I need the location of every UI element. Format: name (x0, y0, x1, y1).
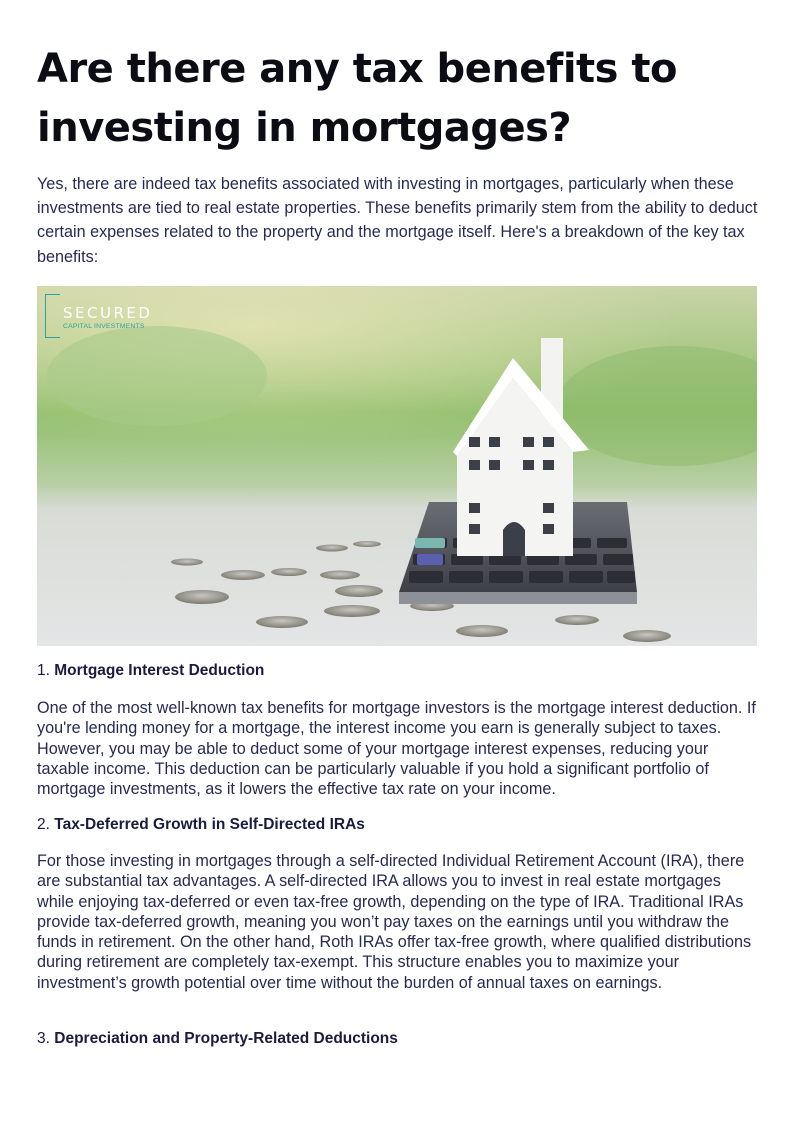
section-number: 3. (37, 1030, 50, 1047)
section-title: Tax-Deferred Growth in Self-Directed IRAs (54, 816, 365, 833)
logo-wordmark: SECURED (63, 304, 153, 322)
section-heading (37, 815, 365, 835)
secured-logo (45, 294, 165, 338)
logo-tagline: CAPITAL INVESTMENTS (63, 323, 145, 330)
section-number: 1. (37, 662, 50, 679)
intro-paragraph: Yes, there are indeed tax benefits associated with investing in mortgages, particularly when these investments are tied to real estate properties. These benefits primarily stem from the ability to deduct certain expenses related to the property and the mortgage itself. Here's a breakdown of the key tax benefits: (37, 175, 758, 266)
section-title: Depreciation and Property-Related Deductions (54, 1030, 398, 1047)
section-body: One of the most well-known tax benefits for mortgage investors is the mortgage interest deduction. If you're lending money for a mortgage, the interest income you earn is generally subject to taxes. However, you may be able to deduct some of your mortgage interest expenses, reducing your taxable income. This deduction can be particularly valuable if you hold a significant portfolio of mortgage investments, as it lowers the effective tax rate on your income. (37, 699, 756, 799)
house-calculator-photo (37, 286, 757, 646)
section-number: 2. (37, 816, 50, 833)
logo-frame (45, 294, 60, 338)
hero-image (37, 286, 757, 646)
section-body: For those investing in mortgages through a self-directed Individual Retirement Account (IRA), there are substantial tax advantages. A self-directed IRA allows you to invest in real estate mortgages while enjoying tax-deferred or even tax-free growth, depending on the type of IRA. Traditional IRAs provide tax-deferred growth, meaning you won’t pay taxes on the earnings until you withdraw the funds in retirement. On the other hand, Roth IRAs offer tax-free growth, where qualified distributions during retirement are completely tax-exempt. This structure enables you to maximize your investment’s growth potential over time without the burden of annual taxes on earnings. (37, 852, 752, 992)
section-heading (37, 661, 264, 681)
page-title: Are there any tax benefits to investing in mortgages? (37, 46, 677, 151)
section-heading (37, 1029, 398, 1049)
section-title: Mortgage Interest Deduction (54, 662, 265, 679)
